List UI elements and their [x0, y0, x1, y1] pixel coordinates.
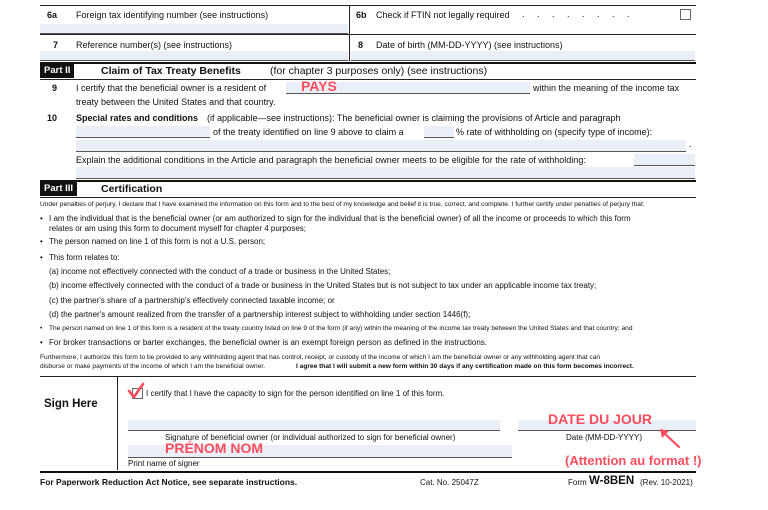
article-paragraph-input[interactable] — [76, 126, 210, 138]
line-10-text-b: of the treaty identified on line 9 above to claim a — [213, 127, 404, 137]
annotation-format-note: (Attention au format !) — [565, 453, 702, 468]
annotation-pays: PAYS — [301, 78, 337, 94]
bullet-dot: • — [40, 214, 43, 223]
bullet-4: The person named on line 1 of this form is a resident of the treaty country listed on line 9 of the form (if any) within the meaning of the income tax treaty between the United States and that country; and — [49, 325, 633, 332]
certification-intro: Under penalties of perjury, I declare that I have examined the information on this form and to the best of my knowledge and belief it is true, correct, and complete. I further certify under penalties of perjury that: — [40, 201, 645, 208]
line-6a-number: 6a — [47, 10, 58, 20]
further-text-bold: I agree that I will submit a new form within 30 days if any certification made on this form becomes incorrect. — [296, 363, 634, 370]
explain-text: Explain the additional conditions in the Article and paragraph the beneficial owner meets to be eligible for the rate of withholding: — [76, 155, 586, 165]
bullet-dot: • — [40, 338, 43, 347]
bullet-5: For broker transactions or barter exchanges, the beneficial owner is an exempt foreign person as defined in the instructions. — [49, 338, 488, 347]
part-iii-title: Certification — [101, 183, 163, 195]
ftin-input[interactable] — [40, 24, 348, 34]
paperwork-notice: For Paperwork Reduction Act Notice, see separate instructions. — [40, 477, 298, 487]
bullet-dot: • — [40, 237, 43, 246]
further-text-a: Furthermore, I authorize this form to be provided to any withholding agent that has control, receipt, or custody of the income of which I am the beneficial owner or any withholding agent that can — [40, 354, 601, 361]
line-9-text-a: I certify that the beneficial owner is a resident of — [76, 83, 267, 93]
bullet-dot: • — [40, 253, 43, 262]
further-text-b: disburse or make payments of the income of which I am the beneficial owner. — [40, 363, 266, 370]
form-prefix: Form — [568, 478, 587, 487]
line-6b-label: Check if FTIN not legally required — [376, 10, 510, 20]
capacity-text: I certify that I have the capacity to sign for the person identified on line 1 of this form. — [146, 389, 445, 398]
sign-here-label: Sign Here — [44, 398, 98, 410]
withholding-rate-input[interactable] — [424, 126, 454, 138]
signature-input[interactable] — [128, 420, 500, 431]
ftin-not-required-checkbox[interactable] — [680, 9, 691, 20]
line-8-label: Date of birth (MM-DD-YYYY) (see instructions) — [376, 40, 563, 50]
explain-input-a[interactable] — [634, 154, 695, 166]
line-6b-number: 6b — [356, 10, 367, 20]
bullet-2: The person named on line 1 of this form is not a U.S. person; — [49, 237, 266, 246]
part-ii-label: Part II — [40, 64, 74, 78]
bullet-1a: I am the individual that is the beneficial owner (or am authorized to sign for the individual that is the beneficial owner) of all the income or proceeds to which this form — [49, 214, 631, 223]
line-10-bold: Special rates and conditions — [76, 113, 199, 123]
reference-number-input[interactable] — [40, 51, 348, 61]
arrow-icon — [655, 427, 683, 449]
revision-date: (Rev. 10-2021) — [640, 478, 693, 487]
bullet-3: This form relates to: — [49, 253, 120, 262]
line-10-period: . — [689, 139, 692, 149]
sub-item-a: (a) income not effectively connected with the conduct of a trade or business in the United States; — [49, 267, 391, 276]
sub-item-b: (b) income effectively connected with the conduct of a trade or business in the United States but is not subject to tax under an applicable income tax treaty; — [49, 281, 597, 290]
line-6b-dots: . . . . . . . . — [522, 9, 635, 19]
date-caption: Date (MM-DD-YYYY) — [566, 433, 643, 442]
line-10-number: 10 — [47, 113, 58, 123]
line-7-label: Reference number(s) (see instructions) — [76, 40, 233, 50]
part-iii-label: Part III — [40, 182, 77, 196]
sub-item-c: (c) the partner's share of a partnership's effectively connected taxable income; or — [49, 296, 335, 305]
line-9-number: 9 — [52, 83, 58, 93]
income-type-input[interactable] — [76, 140, 686, 152]
date-of-birth-input[interactable] — [351, 51, 695, 61]
line-10-text-a: (if applicable—see instructions): The beneficial owner is claiming the provisions of Article and paragraph — [207, 113, 621, 123]
annotation-date: DATE DU JOUR — [548, 411, 652, 427]
part-ii-subtitle: (for chapter 3 purposes only) (see instructions) — [270, 65, 488, 77]
catalog-number: Cat. No. 25047Z — [420, 478, 479, 487]
line-9-text-b: within the meaning of the income tax — [533, 83, 680, 93]
explain-input-b[interactable] — [76, 167, 695, 179]
checkmark-icon — [126, 382, 146, 400]
line-10-text-c: % rate of withholding on (specify type of income): — [456, 127, 653, 137]
bullet-dot: • — [40, 325, 43, 332]
part-ii-title: Claim of Tax Treaty Benefits — [101, 65, 241, 77]
line-6a-label: Foreign tax identifying number (see instructions) — [76, 10, 269, 20]
line-7-number: 7 — [53, 40, 59, 50]
sub-item-d: (d) the partner's amount realized from the transfer of a partnership interest subject to withholding under section 1446(f); — [49, 310, 471, 319]
form-name: W-8BEN — [589, 475, 635, 487]
annotation-name: PRÉNOM NOM — [165, 440, 263, 456]
line-9-text-c: treaty between the United States and that country. — [76, 97, 276, 107]
print-name-caption: Print name of signer — [128, 459, 200, 468]
bullet-1b: relates or am using this form to document myself for chapter 4 purposes; — [49, 224, 307, 233]
line-8-number: 8 — [358, 40, 364, 50]
signature-caption: Signature of beneficial owner (or individual authorized to sign for beneficial owner) — [165, 433, 456, 442]
